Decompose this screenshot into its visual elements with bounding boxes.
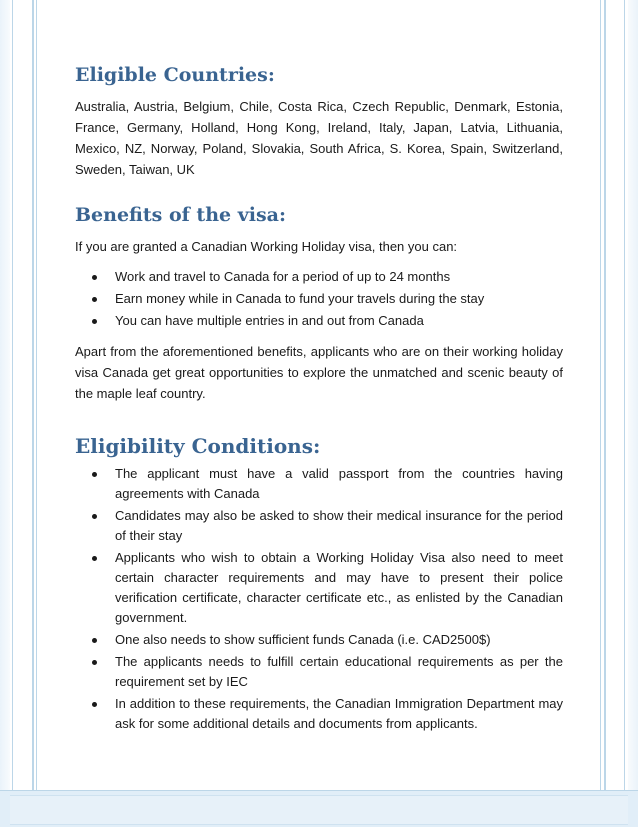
eligibility-list [75,464,563,734]
list-item-text: One also needs to show sufficient funds Canada (i.e. CAD2500$) [115,632,491,647]
list-item-text: You can have multiple entries in and out from Canada [115,313,424,328]
benefits-intro: If you are granted a Canadian Working Holiday visa, then you can: [75,239,458,254]
document-body [75,62,563,736]
bullet-icon [92,514,97,519]
bullet-icon [92,319,97,324]
bullet-icon [92,472,97,477]
border-line [36,0,37,826]
border-line [12,0,13,826]
bullet-icon [92,556,97,561]
page-border-right [628,0,638,826]
list-item [75,694,563,734]
list-item [75,464,563,504]
border-line [604,0,606,826]
eligible-countries-list: Australia, Austria, Belgium, Chile, Costa Rica, Czech Republic, Denmark, Estonia, France, Germany, Holland, Hong Kong, Ireland, Italy, Japan, Latvia, Lithuania, Mexico, NZ, Norway, Poland, Slovakia, South Africa, S. Korea, Spain, Switzerland, Sweden, Taiwan, UK [75,99,563,177]
bullet-icon [92,275,97,280]
list-item-text: Candidates may also be asked to show their medical insurance for the period of their stay [115,508,563,543]
list-item [75,630,563,650]
benefits-outro: Apart from the aforementioned benefits, applicants who are on their working holiday visa Canada get great opportunities to explore the unmatched and scenic beauty of the maple leaf country. [75,344,563,401]
benefits-list [75,267,563,331]
bullet-icon [92,702,97,707]
list-item [75,267,563,287]
page-border-left [0,0,10,826]
list-item [75,289,563,309]
bullet-icon [92,660,97,665]
list-item [75,652,563,692]
list-item-text: In addition to these requirements, the Canadian Immigration Department may ask for some additional details and documents from applicants. [115,696,563,731]
footer-inner [10,795,628,825]
list-item [75,311,563,331]
eligibility-heading: Eligibility Conditions: [75,434,321,458]
list-item-text: Work and travel to Canada for a period of up to 24 months [115,269,451,284]
bullet-icon [92,638,97,643]
benefits-heading: Benefits of the visa: [75,204,286,226]
border-line [624,0,625,826]
border-line [600,0,601,826]
list-item [75,506,563,546]
border-line [32,0,34,826]
eligible-countries-heading: Eligible Countries: [75,64,275,86]
page-footer-band [0,790,638,827]
list-item-text: Applicants who wish to obtain a Working Holiday Visa also need to meet certain character requirements and may have to present their police verification certificate, character certificate etc., as enlisted by the Canadian government. [115,550,563,625]
bullet-icon [92,297,97,302]
list-item-text: The applicants needs to fulfill certain educational requirements as per the requirement set by IEC [115,654,563,689]
list-item-text: Earn money while in Canada to fund your travels during the stay [115,291,485,306]
list-item-text: The applicant must have a valid passport from the countries having agreements with Canada [115,466,563,501]
list-item [75,548,563,628]
